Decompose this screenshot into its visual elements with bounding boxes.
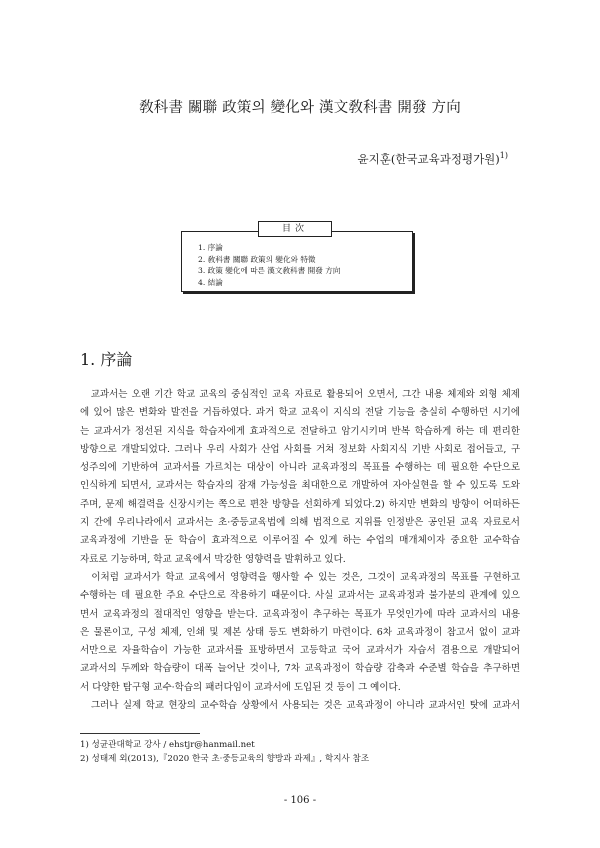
- body-line: 교과서의 두께와 학습량이 대폭 늘어난 것이나, 7차 교육과정이 학습량 감축과 수준별 학습을 추구하면: [80, 663, 520, 675]
- toc-item: 3. 政策 變化에 따른 漢文敎科書 開發 方向: [198, 266, 341, 275]
- body-line: 교육과정에 기반을 둔 학습이 효과적으로 이루어질 수 있게 하는 수업의 매개체이자 중요한 교수학습: [80, 535, 520, 547]
- body-line: 은 물론이고, 구성 체제, 인쇄 및 제본 상태 등도 변화하기 마련이다. 6차 교육과정이 참고서 없이 교과: [80, 626, 520, 638]
- body-line: 서만으로 자율학습이 가능한 교과서를 표방하면서 고등학교 국어 교과서가 자습서 겸용으로 개발되어: [80, 645, 520, 657]
- body-line: 이처럼 교과서가 학교 교육에서 영향력을 행사할 수 있는 것은, 그것이 교육과정의 목표를 구현하고: [80, 571, 520, 583]
- body-line: 수행하는 데 필요한 주요 수단으로 작용하기 때문이다. 사실 교과서는 교육과정과 불가분의 관계에 있으: [80, 590, 520, 602]
- body-line: 자료로 기능하며, 학교 교육에서 막강한 영향력을 발휘하고 있다.: [80, 553, 346, 565]
- body-line: 는 교과서가 정선된 지식을 학습자에게 효과적으로 전달하고 암기시키며 반복 학습하게 하는 데 편리한: [80, 425, 520, 437]
- body-line: 면서 교육과정의 절대적인 영향을 받는다. 교육과정이 추구하는 목표가 무엇인가에 따라 교과서의 내용: [80, 608, 520, 620]
- body-line: 성주의에 기반하여 교과서를 가르치는 대상이 아니라 교육과정의 목표를 수행하는 데 필요한 수단으로: [80, 462, 520, 474]
- toc-heading: 目次: [258, 221, 332, 237]
- body-text: [80, 386, 520, 715]
- body-line: 교과서는 오랜 기간 학교 교육의 중심적인 교육 자료로 활용되어 오면서, 그간 내용 체제와 외형 체제: [80, 389, 520, 400]
- body-line: 인식하게 되면서, 교과서는 학습자의 잠재 가능성을 최대한으로 개발하여 자아실현을 할 수 있도록 도와: [80, 480, 520, 492]
- table-of-contents: [181, 224, 413, 292]
- body-line: 주며, 문제 해결력을 신장시키는 쪽으로 편찬 방향을 선회하게 되었다.2) 하지만 변화의 방향이 어떠하든: [80, 498, 520, 510]
- footnote-divider: [80, 733, 200, 734]
- section-heading: 1. 序論: [80, 350, 133, 369]
- toc-item: 2. 敎科書 關聯 政策의 變化와 特徵: [198, 254, 316, 264]
- toc-item: 1. 序論: [198, 243, 223, 252]
- paper-title: 敎科書 關聯 政策의 變化와 漢文敎科書 開發 方向: [139, 100, 461, 116]
- author-line: [358, 151, 509, 167]
- toc-item: 4. 結論: [198, 277, 223, 287]
- body-line: 서 다양한 탐구형 교수·학습의 패러다임이 교과서에 도입된 것 등이 그 예이다.: [80, 681, 401, 693]
- body-line: 지 간에 우리나라에서 교과서는 초·중등교육법에 의해 법적으로 지위를 인정받은 공인된 교육 자료로서: [80, 517, 520, 529]
- page-number: - 106 -: [283, 795, 317, 806]
- body-line: 방향으로 개발되었다. 그러나 우리 사회가 산업 사회를 거쳐 정보화 사회지식 기반 사회로 접어들고, 구: [80, 443, 520, 455]
- author-name: 윤지훈(한국교육과정평가원): [357, 152, 500, 166]
- footnote: 1) 성균관대학교 강사 / ehstjr@hanmail.net: [80, 740, 255, 750]
- footnote: 2) 성태제 외(2013),『2020 한국 초·중등교육의 향방과 과제』, 학지사 참조: [80, 753, 370, 764]
- footnotes: [80, 739, 369, 766]
- author-footnote-ref: 1): [499, 151, 508, 161]
- body-line: 에 있어 많은 변화와 발전을 거듭하였다. 과거 학교 교육이 지식의 전달 기능을 충실히 수행하던 시기에: [80, 407, 520, 419]
- body-line: 그러나 실제 학교 현장의 교수학습 상황에서 사용되는 것은 교육과정이 아니라 교과서인 탓에 교과서: [80, 700, 520, 712]
